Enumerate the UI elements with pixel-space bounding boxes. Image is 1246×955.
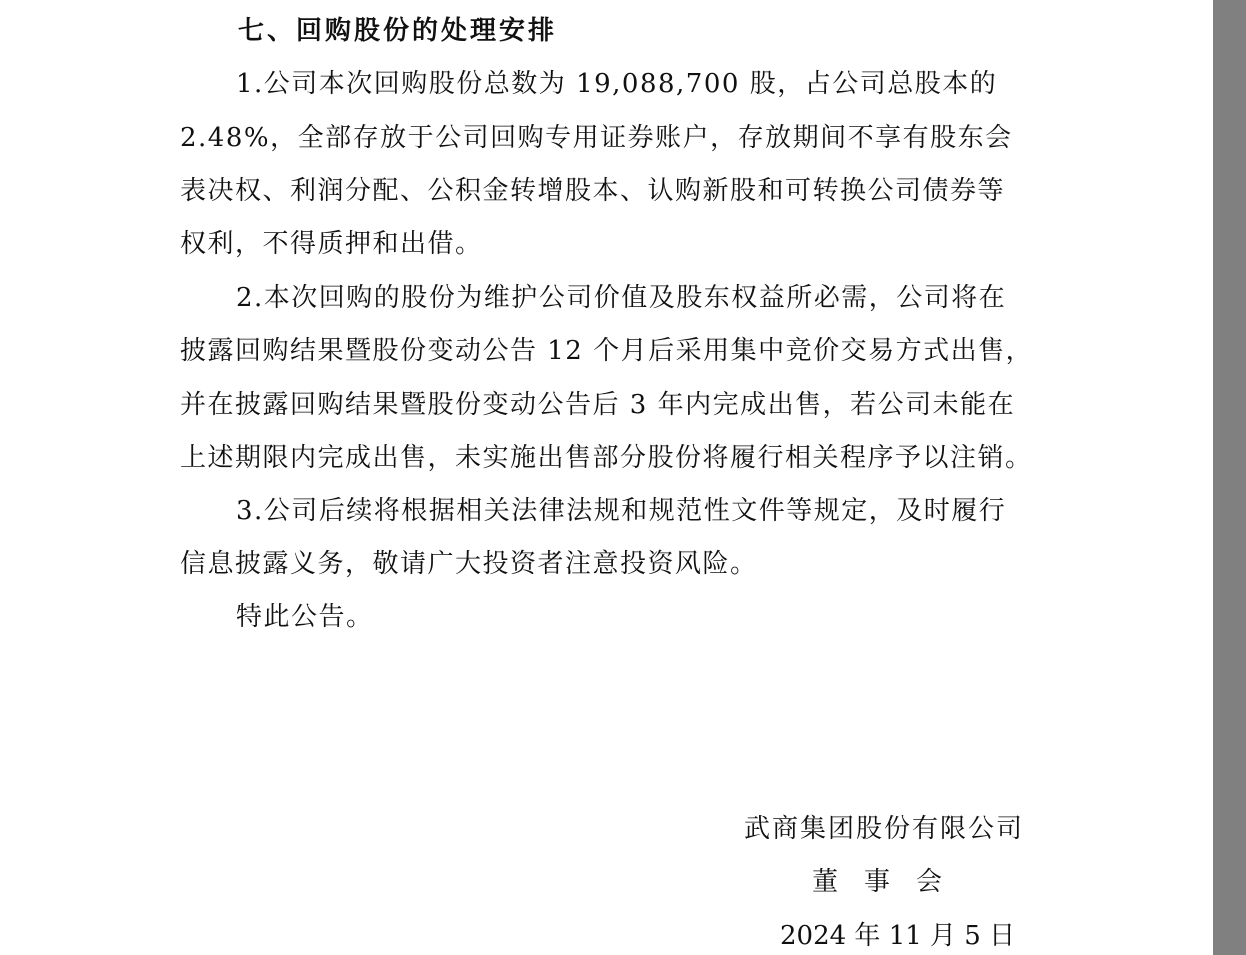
signature-board: 董 事 会 <box>812 867 943 897</box>
paragraph-1-line-3: 表决权、利润分配、公积金转增股本、认购新股和可转换公司债券等 <box>180 176 1006 206</box>
closing-text: 特此公告。 <box>236 602 374 632</box>
paragraph-1-line-1: 1.公司本次回购股份总数为 19,088,700 股，占公司总股本的 <box>236 69 998 99</box>
paragraph-3-line-2: 信息披露义务，敬请广大投资者注意投资风险。 <box>180 549 758 579</box>
paragraph-2-line-4: 上述期限内完成出售，未实施出售部分股份将履行相关程序予以注销。 <box>180 443 1033 473</box>
paragraph-2-line-1: 2.本次回购的股份为维护公司价值及股东权益所必需，公司将在 <box>236 283 1007 313</box>
vertical-scrollbar[interactable] <box>1213 0 1246 955</box>
paragraph-1-line-2: 2.48%，全部存放于公司回购专用证券账户，存放期间不享有股东会 <box>180 123 1013 153</box>
paragraph-3-line-1: 3.公司后续将根据相关法律法规和规范性文件等规定，及时履行 <box>236 496 1007 526</box>
signature-company: 武商集团股份有限公司 <box>744 814 1025 844</box>
signature-date: 2024 年 11 月 5 日 <box>780 921 1016 951</box>
paragraph-2-line-3: 并在披露回购结果暨股份变动公告后 3 年内完成出售，若公司未能在 <box>180 390 1016 420</box>
paragraph-2-line-2: 披露回购结果暨股份变动公告 12 个月后采用集中竞价交易方式出售， <box>180 336 1034 366</box>
section-heading: 七、回购股份的处理安排 <box>238 16 558 46</box>
paragraph-1-line-4: 权利，不得质押和出借。 <box>180 229 483 259</box>
